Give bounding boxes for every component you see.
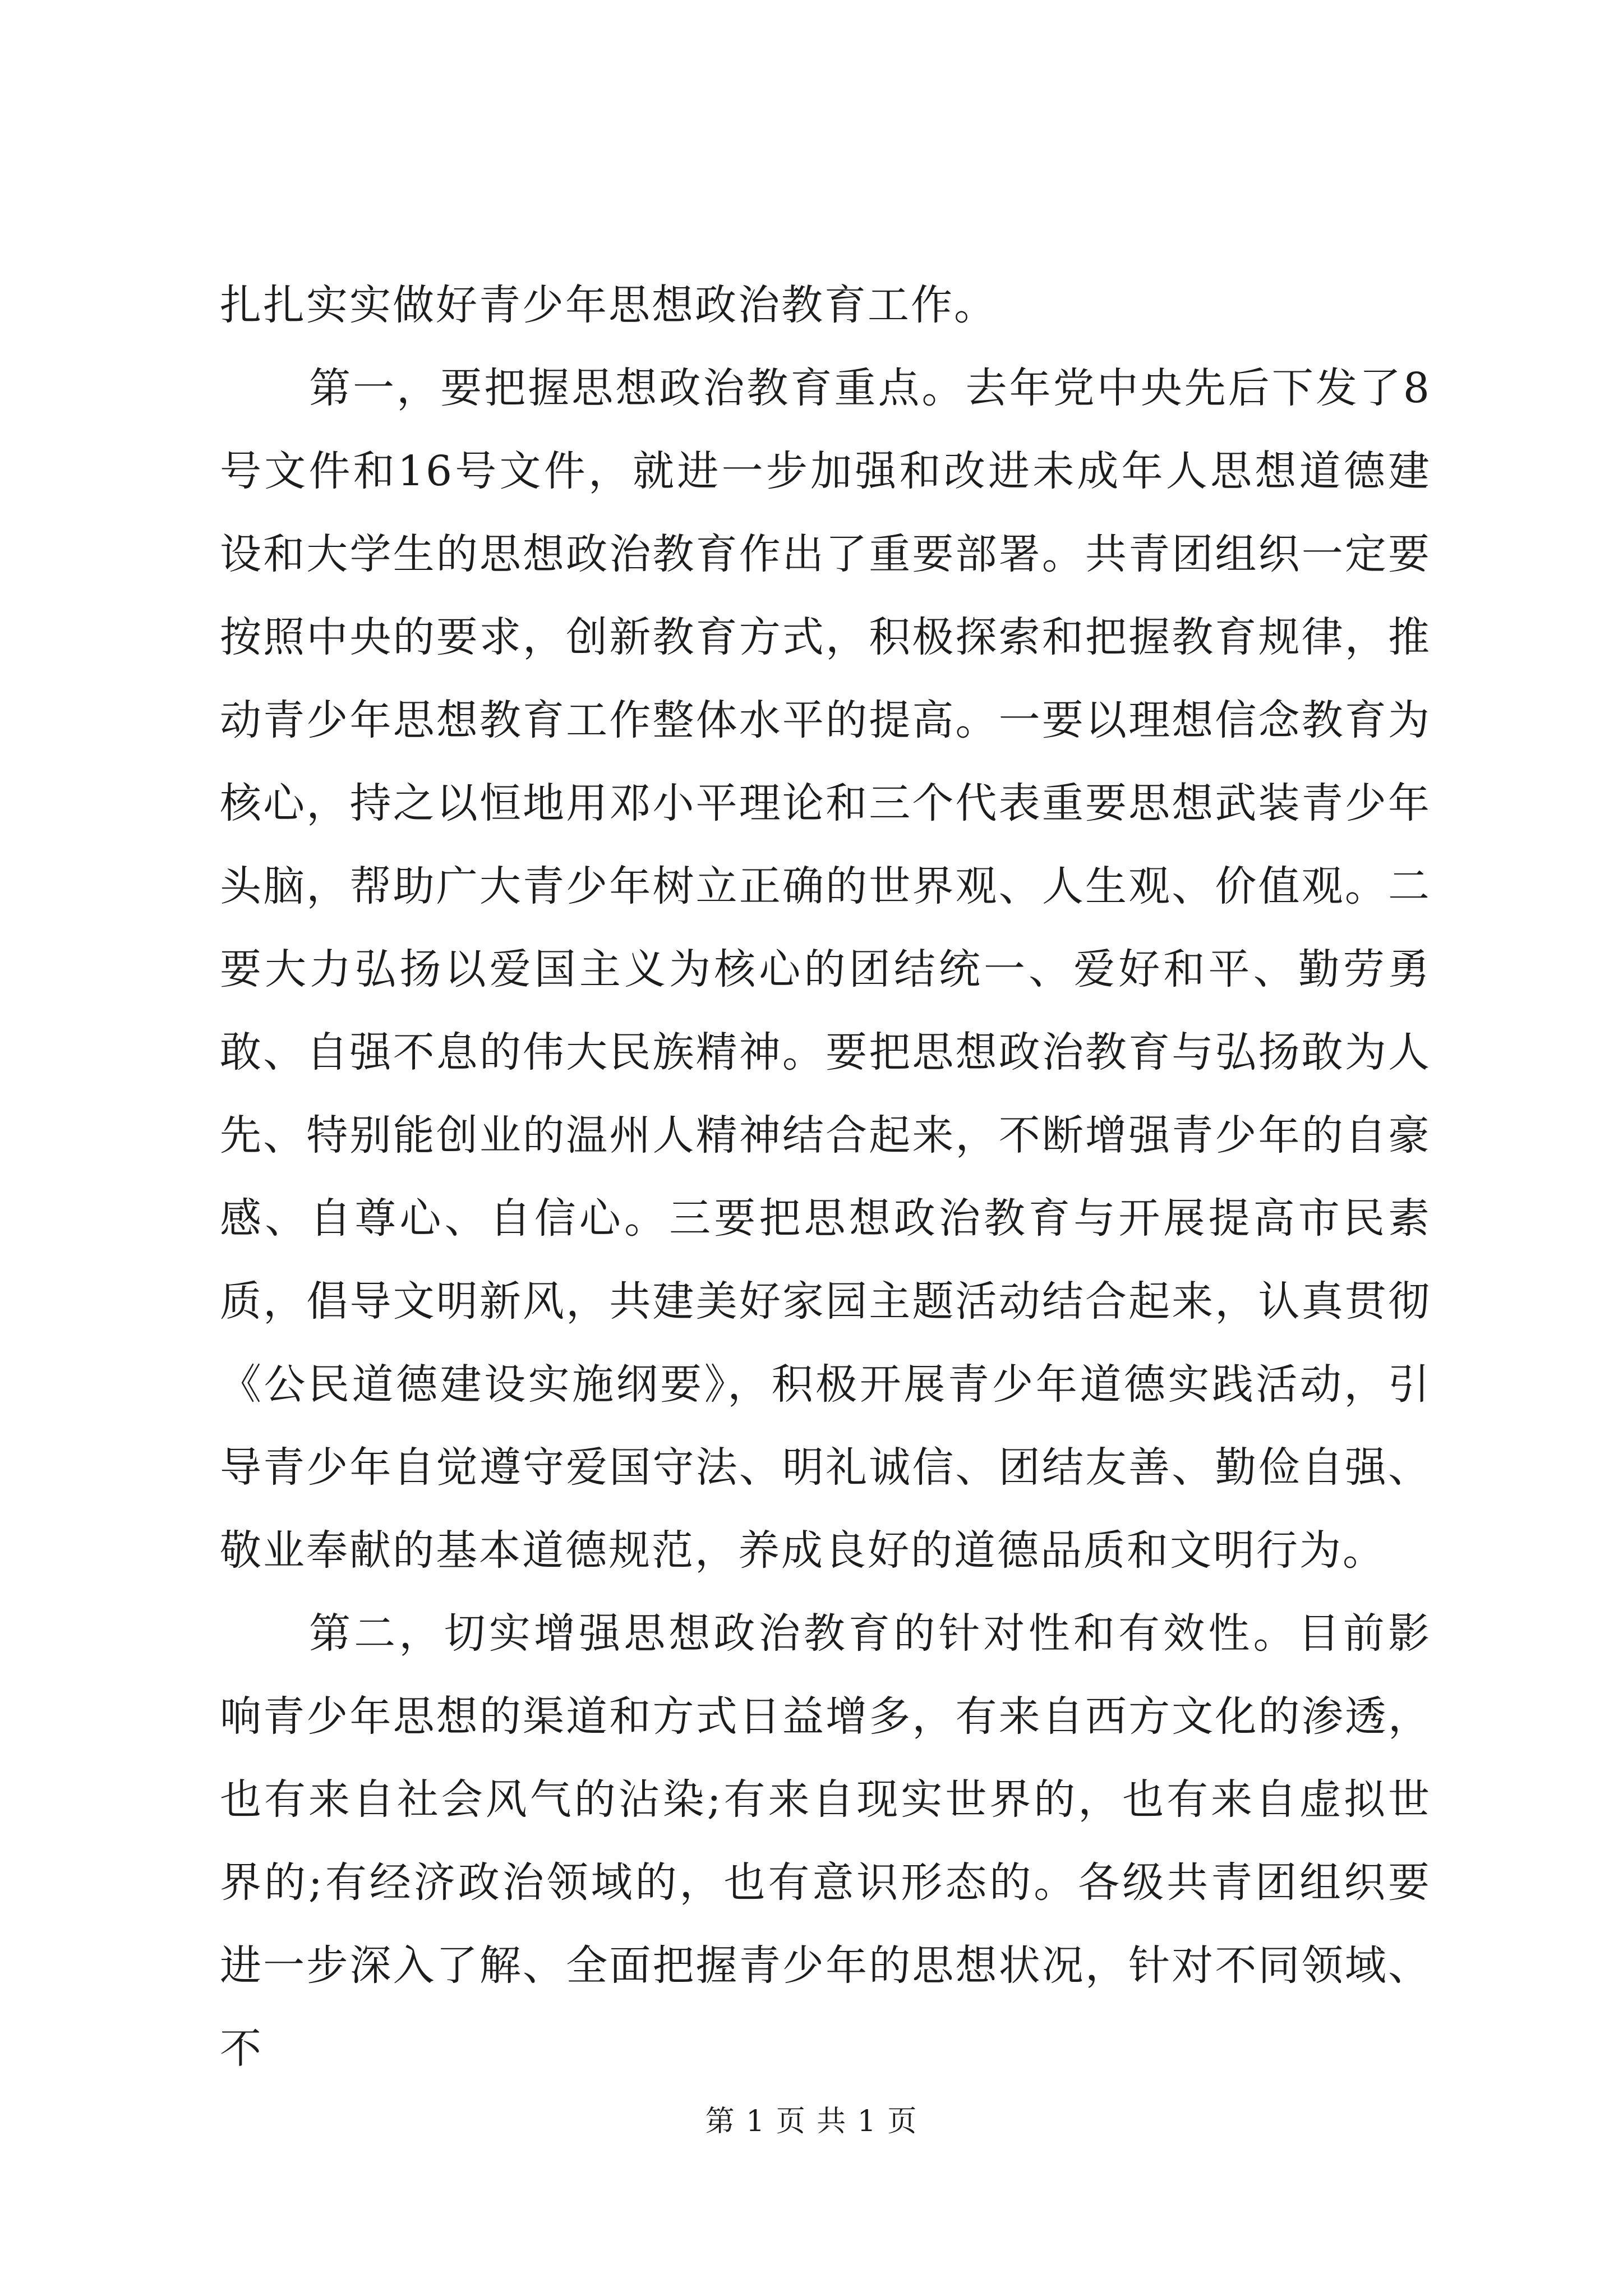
page-footer: 第 1 页 共 1 页 (705, 2105, 918, 2138)
paragraph-1: 扎扎实实做好青少年思想政治教育工作。 (220, 281, 997, 329)
paragraph-3: 第二，切实增强思想政治教育的针对性和有效性。目前影响青少年思想的渠道和方式日益增多，有来自西方文化的渗透，也有来自社会风气的沾染;有来自现实世界的，也有来自虚拟世界的;有经济政治领域的，也有意识形态的。各级共青团组织要进一步深入了解、全面把握青少年的思想状况，针对不同领域、不 (220, 1609, 1431, 2073)
document-body (220, 264, 1431, 2090)
paragraph-2: 第一，要把握思想政治教育重点。去年党中央先后下发了8号文件和16号文件，就进一步加强和改进未成年人思想道德建设和大学生的思想政治教育作出了重要部署。共青团组织一定要按照中央的要求，创新教育方式，积极探索和把握教育规律，推动青少年思想教育工作整体水平的提高。一要以理想信念教育为核心，持之以恒地用邓小平理论和三个代表重要思想武装青少年头脑，帮助广大青少年树立正确的世界观、人生观、价值观。二要大力弘扬以爱国主义为核心的团结统一、爱好和平、勤劳勇敢、自强不息的伟大民族精神。要把思想政治教育与弘扬敢为人先、特别能创业的温州人精神结合起来，不断增强青少年的自豪感、自尊心、自信心。三要把思想政治教育与开展提高市民素质，倡导文明新风，共建美好家园主题活动结合起来，认真贯彻《公民道德建设实施纲要》，积极开展青少年道德实践活动，引导青少年自觉遵守爱国守法、明礼诚信、团结友善、勤俭自强、敬业奉献的基本道德规范，养成良好的道德品质和文明行为。 (220, 364, 1431, 1575)
